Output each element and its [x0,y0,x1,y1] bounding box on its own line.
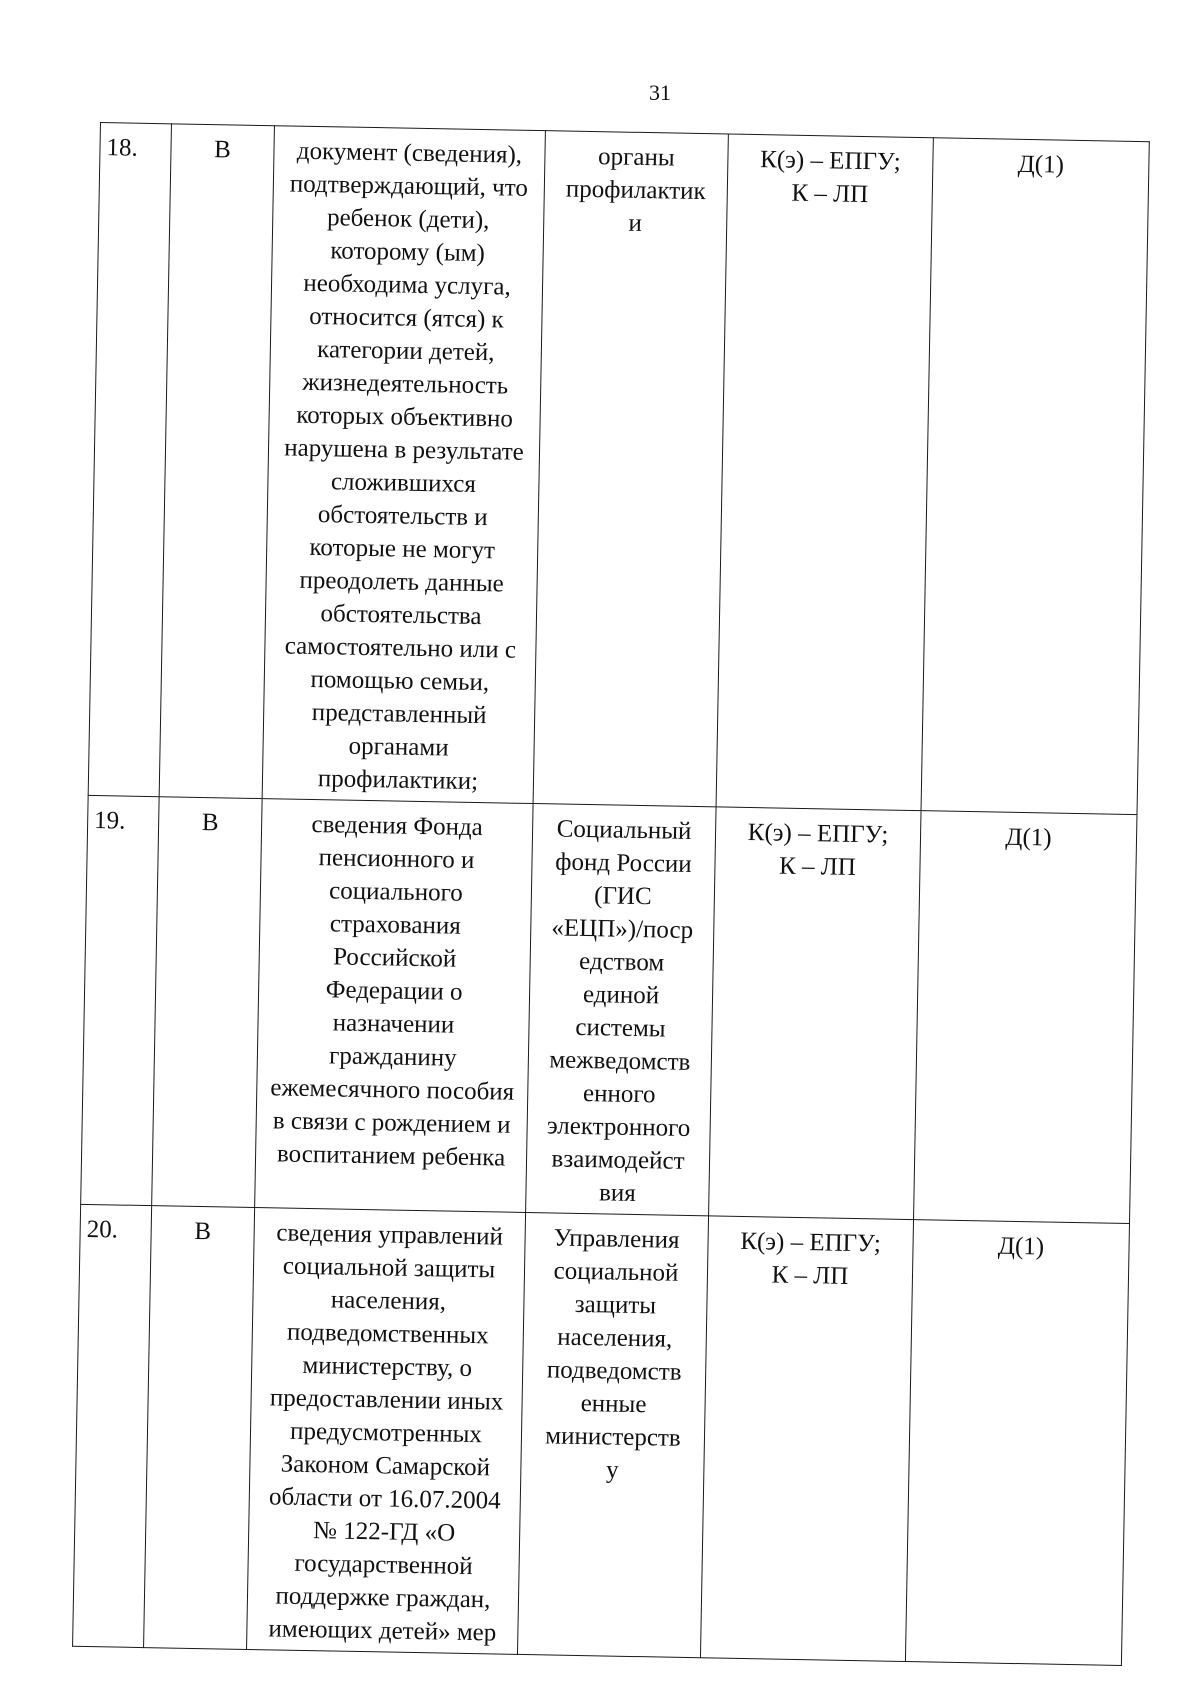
row-description-text: документ (сведения), подтверждающий, что ребенок (дети), которому (ым) необходима услуга, относится (ятся) к категории детей, жизнедеятельность которых объективно нарушена в результате сложившихся обстоятельств и которые не могут преодолеть данные обстоятельства самостоятельно или с помощью семьи, представленный органами профилактики; [284,137,529,796]
row-type: В [159,124,274,799]
row-method-text: К(э) – ЕПГУ; К – ЛП [759,146,901,209]
table-row [88,123,1149,815]
row-description-text: сведения управлений социальной защиты населения, подведомственных министерству, о предоставлении иных предусмотренных Законом Самарской области от 16.07.2004 № 122-ГД «О государственной поддержке граждан, имеющих детей» мер [268,1219,504,1647]
row-description-text: сведения Фонда пенсионного и социального страхования Российской Федерации о назначении гражданину ежемесячного пособия в связи с рождением и воспитанием ребенка [270,810,515,1172]
row-source [533,131,728,807]
documents-table [72,122,1150,1666]
table-container [72,122,1150,1666]
row-source [517,1212,708,1657]
row-description [262,126,545,804]
row-method [716,134,933,811]
row-method [700,1216,913,1662]
row-type: В [152,797,262,1208]
row-source-text: Управления социальной защиты населения, подведомств енные министерств у [545,1224,682,1484]
row-method [709,807,921,1220]
row-method-text: К(э) – ЕПГУ; К – ЛП [740,1227,882,1290]
row-code: Д(1) [905,1220,1129,1666]
page-number: 31 [649,80,671,105]
table-row [73,1204,1130,1665]
row-source [526,804,716,1216]
row-code: Д(1) [914,811,1137,1224]
row-number: 19. [81,795,159,1205]
table-row [81,795,1137,1223]
row-description [255,799,533,1213]
row-source-text: органы профилактик и [565,143,706,237]
row-source-text: Социальный фонд России (ГИС «ЕЦП»)/поср едством единой системы межведомств енного электронного взаимодейст вия [546,815,694,1207]
row-type: В [144,1206,255,1650]
row-description [247,1208,526,1655]
row-method-text: К(э) – ЕПГУ; К – ЛП [747,818,889,881]
row-number: 18. [88,123,171,797]
row-code: Д(1) [921,138,1149,815]
row-number: 20. [73,1204,152,1647]
